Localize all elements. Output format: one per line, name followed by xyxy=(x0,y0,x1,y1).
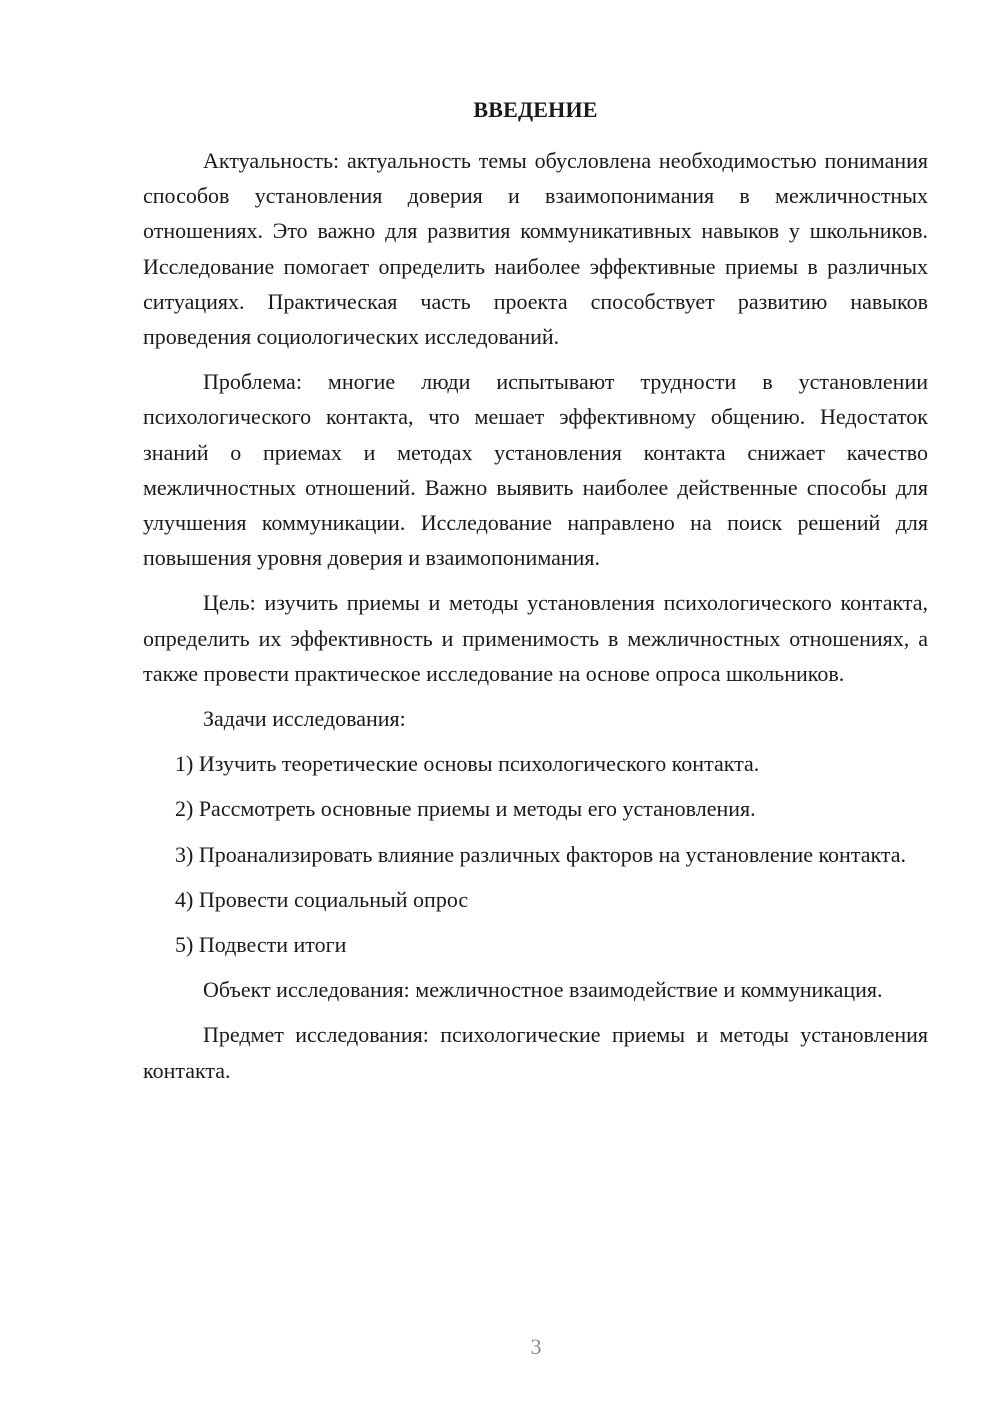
subject-paragraph: Предмет исследования: психологические приемы и методы установления контакта. xyxy=(143,1022,928,1083)
section-heading: ВВЕДЕНИЕ xyxy=(473,97,598,122)
task-item-5: 5) Подвести итоги xyxy=(175,932,347,958)
problem-paragraph: Проблема: многие люди испытывают трудности в установлении психологического контакта, что мешает эффективному общению. Недостаток знаний о приемах и методах установления контакта снижает качество межличностных отношений. Важно выявить наиболее действенные способы для улучшения коммуникации. Исследование направлено на поиск решений для повышения уровня доверия и взаимопонимания. xyxy=(143,369,928,571)
object-paragraph: Объект исследования: межличностное взаимодействие и коммуникация. xyxy=(203,977,883,1003)
task-item-4: 4) Провести социальный опрос xyxy=(175,886,469,912)
tasks-heading: Задачи исследования: xyxy=(203,706,406,732)
task-item-2: 2) Рассмотреть основные приемы и методы его установления. xyxy=(175,796,756,822)
task-item-3: 3) Проанализировать влияние различных факторов на установление контакта. xyxy=(175,841,907,867)
page-content xyxy=(143,95,928,1098)
goal-paragraph: Цель: изучить приемы и методы установления психологического контакта, определить их эффективность и применимость в межличностных отношениях, а также провести практическое исследование на основе опроса школьников. xyxy=(143,590,928,686)
task-item-1: 1) Изучить теоретические основы психологического контакта. xyxy=(175,751,760,777)
page-number: 3 xyxy=(530,1334,542,1359)
relevance-paragraph: Актуальность: актуальность темы обусловлена необходимостью понимания способов установления доверия и взаимопонимания в межличностных отношениях. Это важно для развития коммуникативных навыков у школьников. Исследование помогает определить наиболее эффективные приемы в различных ситуациях. Практическая часть проекта способствует развитию навыков проведения социологических исследований. xyxy=(143,148,928,350)
